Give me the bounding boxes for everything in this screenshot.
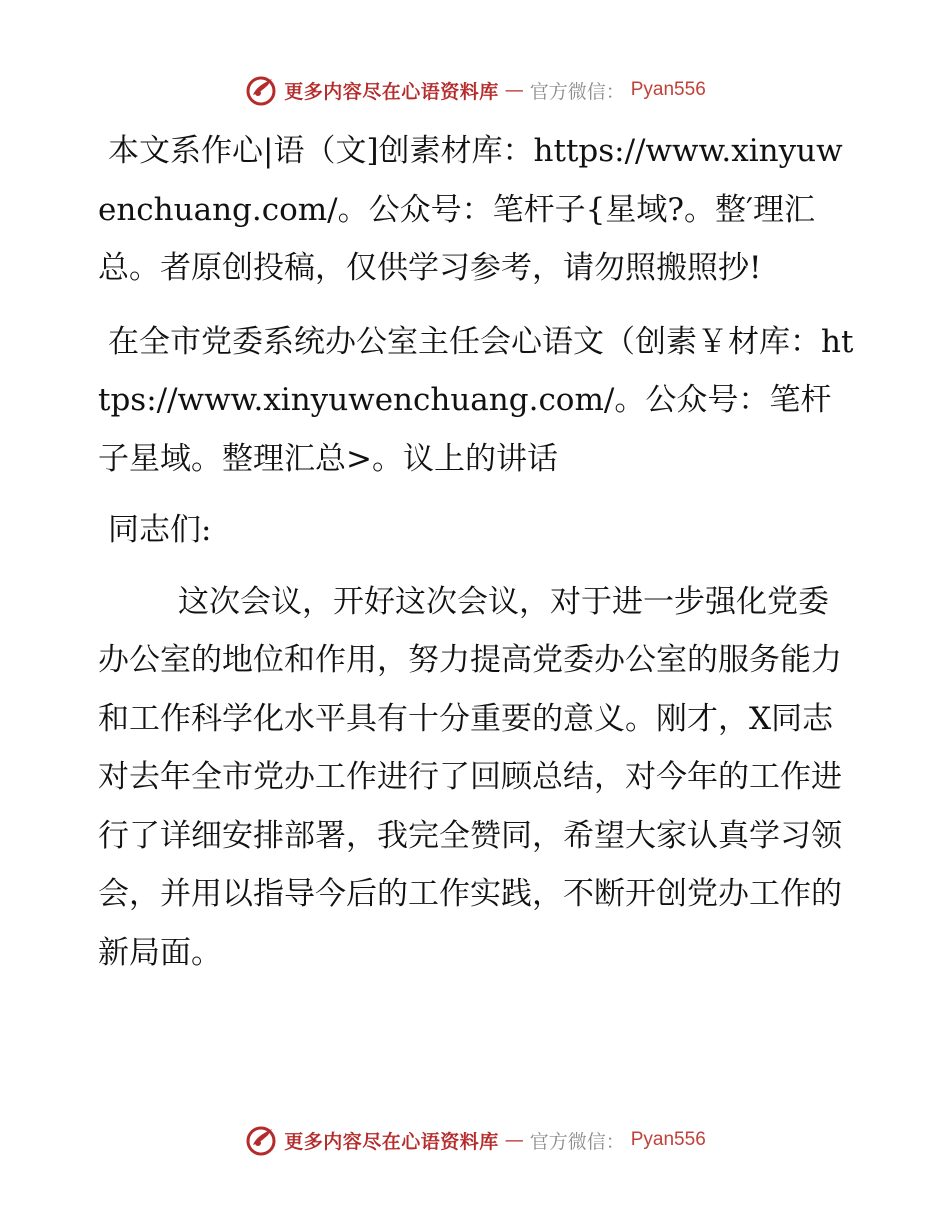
banner-site-text: 更多内容尽在心语资料库 — [284, 1130, 499, 1153]
brand-logo-icon — [244, 1123, 278, 1157]
document-body — [98, 122, 854, 982]
brand-logo-icon — [244, 73, 278, 107]
banner-dash: — — [504, 79, 524, 101]
banner-wechat-id: Pyan556 — [630, 79, 706, 100]
body-paragraph: 这次会议，开好这次会议，对于进一步强化党委办公室的地位和作用，努力提高党委办公室的服务能力和工作科学化水平具有十分重要的意义。刚才，X同志对去年全市党办工作进行了回顾总结，对今年的工作进行了详细安排部署，我完全赞同，希望大家认真学习领会，并用以指导今后的工作实践，不断开创党办工作的新局面。 — [98, 583, 842, 971]
intro-notice-paragraph: 本文系作心|语（文]创素材库：https://www.xinyuwenchuang.com/。公众号：笔杆子{星域?。整′理汇总。者原创投稿，仅供学习参考，请勿照搬照抄! — [98, 133, 843, 286]
speech-title-paragraph: 在全市党委系统办公室主任会心语文（创素￥材库：https://www.xinyuwenchuang.com/。公众号：笔杆子星域。整理汇总>。议上的讲话 — [98, 323, 854, 477]
banner-wechat-id: Pyan556 — [630, 1129, 706, 1150]
salutation-paragraph: 同志们: — [108, 512, 212, 548]
banner-site-text: 更多内容尽在心语资料库 — [284, 80, 499, 103]
banner-wechat-label: 官方微信： — [529, 1130, 625, 1153]
header-watermark-banner — [0, 70, 950, 110]
banner-dash: — — [504, 1129, 524, 1151]
footer-watermark-banner — [0, 1120, 950, 1160]
banner-wechat-label: 官方微信： — [529, 80, 625, 103]
